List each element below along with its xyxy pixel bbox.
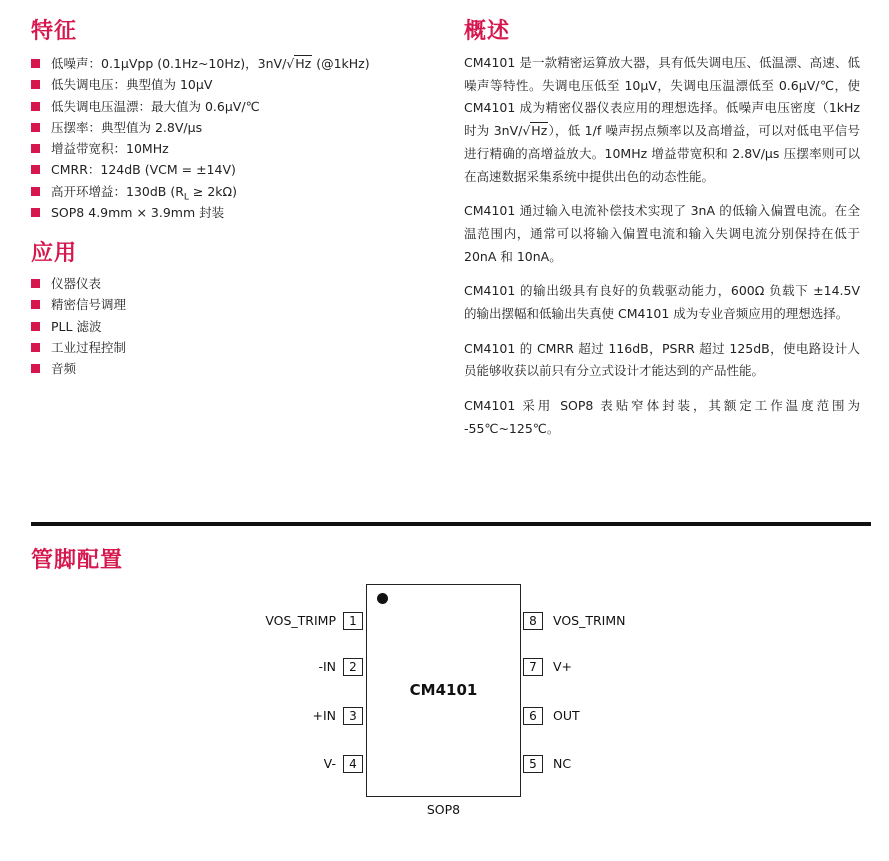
pin-number-box: 4 bbox=[343, 755, 363, 773]
applications-heading: 应用 bbox=[31, 241, 78, 266]
pin-label: OUT bbox=[553, 708, 580, 723]
pin-label: VOS_TRIMN bbox=[553, 613, 626, 628]
overview-heading: 概述 bbox=[464, 19, 511, 44]
bullet-icon bbox=[31, 279, 40, 288]
features-list bbox=[31, 53, 370, 223]
applications-list bbox=[31, 273, 126, 379]
overview-paragraph: CM4101 是一款精密运算放大器，具有低失调电压、低温漂、高速、低噪声等特性。失调电压低至 10μV，失调电压温漂低至 0.6μV/℃，使 CM4101 成为精密仪器仪表应用的理想选择。低噪声电压密度（1kHz 时为 3nV/√Hz），低 1/f 噪声拐点频率以及高增益，可以对低电平信号进行精确的高增益放大。10MHz 增益带宽积和 2.8V/μs 压摆率则可以在高速数据采集系统中提供出色的动态性能。 bbox=[464, 55, 860, 184]
bullet-icon bbox=[31, 322, 40, 331]
list-item: PLL 滤波 bbox=[31, 316, 126, 337]
pin-number-box: 6 bbox=[523, 707, 543, 725]
package-label: SOP8 bbox=[426, 802, 461, 817]
overview-paragraph: CM4101 的 CMRR 超过 116dB，PSRR 超过 125dB，使电路设计人员能够收获以前只有分立式设计才能达到的产品性能。 bbox=[464, 340, 860, 379]
sqrt-symbol: √Hz bbox=[522, 123, 548, 139]
bullet-icon bbox=[31, 80, 40, 89]
pin-number-box: 7 bbox=[523, 658, 543, 676]
sqrt-symbol: √Hz bbox=[286, 56, 312, 71]
overview-paragraph: CM4101 通过输入电流补偿技术实现了 3nA 的低输入偏置电流。在全温范围内，通常可以将输入偏置电流和输入失调电流分别保持在低于 20nA 和 10nA。 bbox=[464, 203, 860, 264]
list-item: 低失调电压：典型值为 10μV bbox=[31, 74, 370, 95]
pin-label: V+ bbox=[553, 659, 573, 674]
bullet-icon bbox=[31, 59, 40, 68]
list-item: 音频 bbox=[31, 358, 126, 379]
bullet-icon bbox=[31, 208, 40, 217]
pin-number-box: 2 bbox=[343, 658, 363, 676]
pin-label: +IN bbox=[312, 708, 336, 723]
pin-number-box: 1 bbox=[343, 612, 363, 630]
chip-name: CM4101 bbox=[409, 681, 478, 699]
overview-paragraph: CM4101 的输出级具有良好的负载驱动能力，600Ω 负载下 ±14.5V 的输出摆幅和低输出失真使 CM4101 成为专业音频应用的理想选择。 bbox=[464, 283, 860, 322]
pin-number-box: 8 bbox=[523, 612, 543, 630]
list-item: 增益带宽积：10MHz bbox=[31, 138, 370, 159]
list-item: 低噪声：0.1μVpp (0.1Hz~10Hz)，3nV/√Hz (@1kHz) bbox=[31, 53, 370, 74]
bullet-icon bbox=[31, 165, 40, 174]
overview-text bbox=[464, 52, 860, 453]
bullet-icon bbox=[31, 144, 40, 153]
overview-paragraph: CM4101 采用 SOP8 表贴窄体封装，其额定工作温度范围为 -55℃~125℃。 bbox=[464, 398, 860, 436]
list-item: 工业过程控制 bbox=[31, 337, 126, 358]
bullet-icon bbox=[31, 102, 40, 111]
list-item: 仪器仪表 bbox=[31, 273, 126, 294]
list-item: 高开环增益：130dB $(R_L \ge 2k\Omega)$ bbox=[31, 181, 370, 202]
section-divider bbox=[31, 522, 871, 526]
bullet-icon bbox=[31, 187, 40, 196]
features-heading: 特征 bbox=[31, 19, 78, 44]
bullet-icon bbox=[31, 364, 40, 373]
bullet-icon bbox=[31, 123, 40, 132]
pinout-heading: 管脚配置 bbox=[31, 548, 124, 573]
list-item: 低失调电压温漂：最大值为 0.6μV/℃ bbox=[31, 96, 370, 117]
bullet-icon bbox=[31, 343, 40, 352]
pin-number-box: 5 bbox=[523, 755, 543, 773]
list-item: 压摆率：典型值为 2.8V/μs bbox=[31, 117, 370, 138]
pin-label: VOS_TRIMP bbox=[265, 613, 336, 628]
list-item: SOP8 4.9mm × 3.9mm 封装 bbox=[31, 202, 370, 223]
chip-package-outline bbox=[366, 584, 521, 797]
list-item: 精密信号调理 bbox=[31, 294, 126, 315]
list-item: CMRR：124dB (VCM = ±14V) bbox=[31, 159, 370, 180]
pin1-marker-icon bbox=[377, 593, 388, 604]
pin-label: NC bbox=[553, 756, 572, 771]
bullet-icon bbox=[31, 300, 40, 309]
pin-label: -IN bbox=[318, 659, 336, 674]
pin-label: V- bbox=[323, 756, 336, 771]
pin-number-box: 3 bbox=[343, 707, 363, 725]
